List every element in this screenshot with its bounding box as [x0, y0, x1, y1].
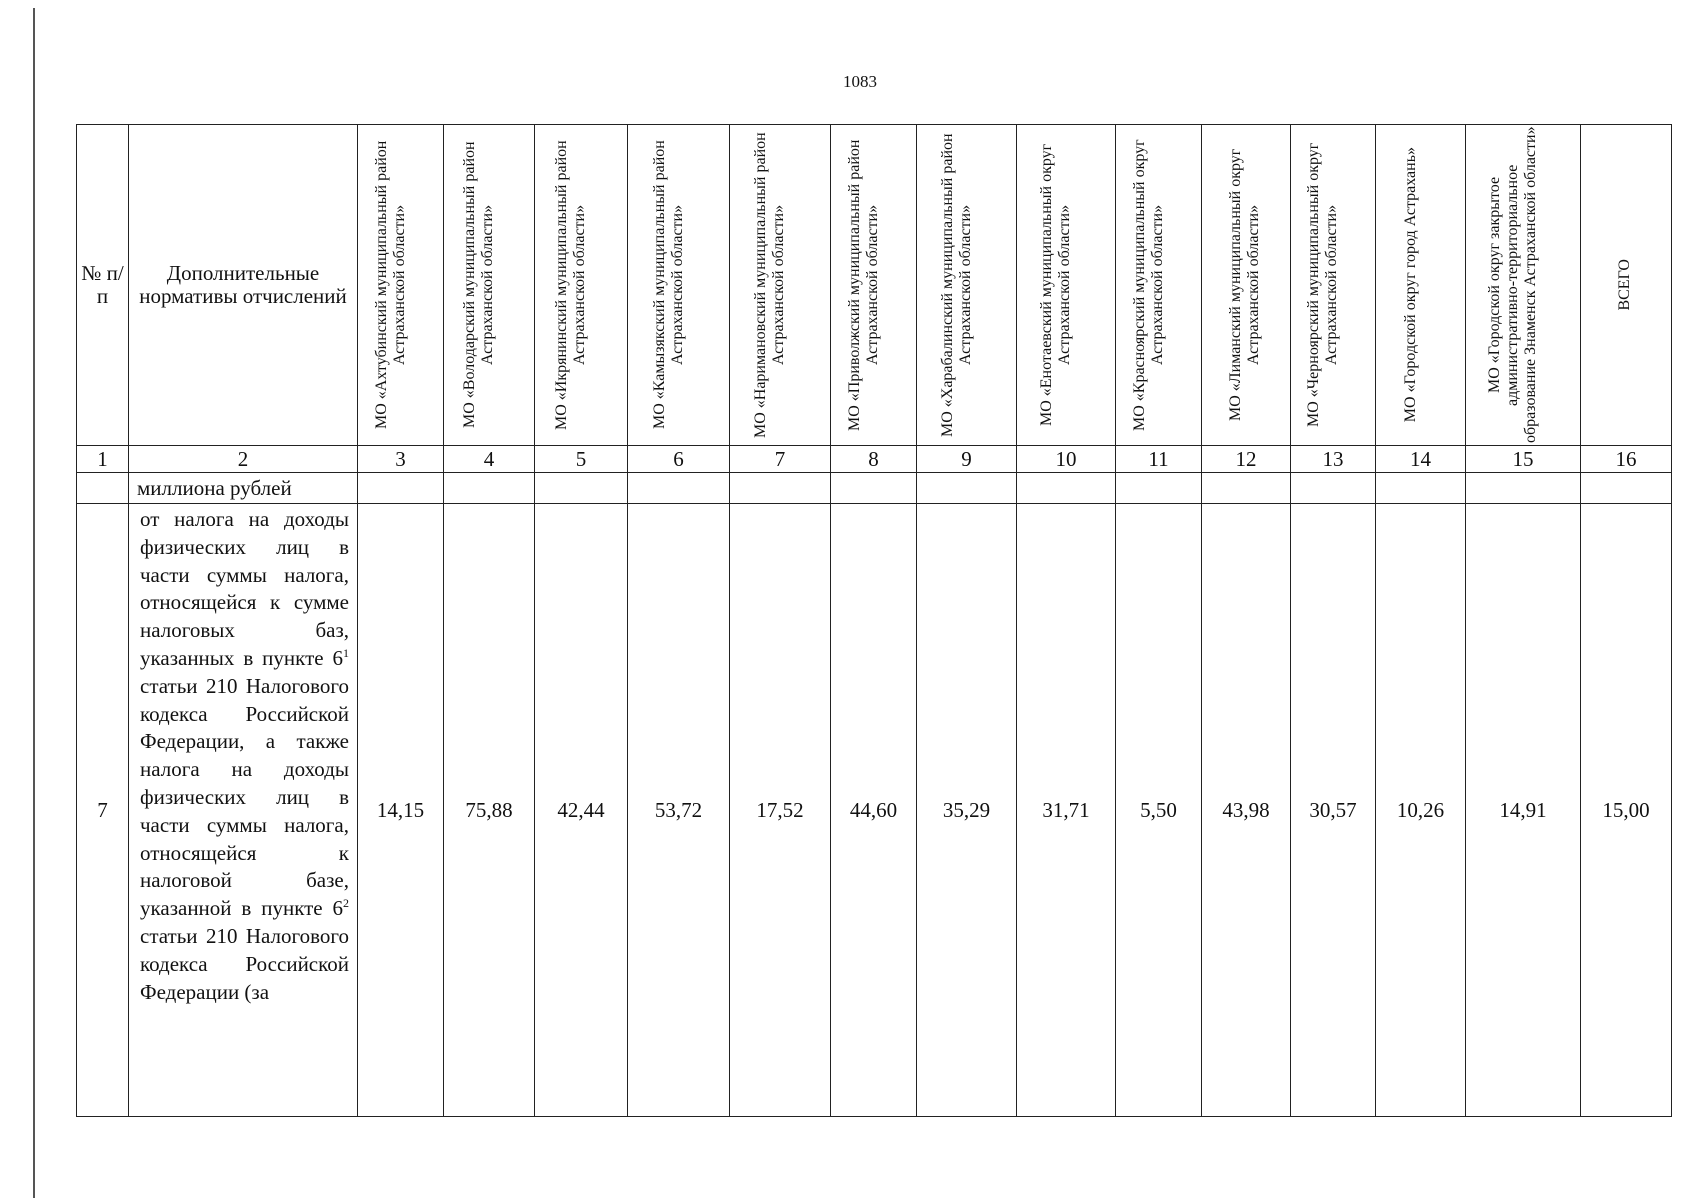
value-cell: 44,60 — [831, 504, 917, 1117]
value-cell: 75,88 — [444, 504, 535, 1117]
value-cell: 14,91 — [1466, 504, 1581, 1117]
empty-cell — [444, 473, 535, 504]
col-num: 9 — [917, 446, 1017, 473]
row-number: 7 — [77, 504, 129, 1117]
column-number-row — [77, 446, 1672, 473]
col-num: 12 — [1202, 446, 1291, 473]
empty-cell — [1466, 473, 1581, 504]
empty-cell — [917, 473, 1017, 504]
header-mo-9: МО «Красноярский муниципальный округ Астраханской области» — [1116, 125, 1202, 446]
header-total: ВСЕГО — [1581, 125, 1672, 446]
header-row — [77, 125, 1672, 446]
header-mo-3: МО «Икрянинский муниципальный район Астраханской области» — [535, 125, 628, 446]
continuation-text: миллиона рублей — [129, 473, 358, 504]
col-num: 5 — [535, 446, 628, 473]
value-cell: 14,15 — [358, 504, 444, 1117]
empty-cell — [77, 473, 129, 504]
empty-cell — [730, 473, 831, 504]
col-num: 14 — [1376, 446, 1466, 473]
header-mo-8: МО «Енотаевский муниципальный округ Астраханской области» — [1017, 125, 1116, 446]
empty-cell — [1291, 473, 1376, 504]
value-cell: 5,50 — [1116, 504, 1202, 1117]
col-num: 3 — [358, 446, 444, 473]
header-mo-10: МО «Лиманский муниципальный округ Астраханской области» — [1202, 125, 1291, 446]
empty-cell — [1116, 473, 1202, 504]
header-mo-1: МО «Ахтубинский муниципальный район Астраханской области» — [358, 125, 444, 446]
empty-cell — [535, 473, 628, 504]
table-row — [77, 504, 1672, 1117]
value-cell: 31,71 — [1017, 504, 1116, 1117]
col-num: 11 — [1116, 446, 1202, 473]
row-description: от налога на доходы физических лиц в части суммы налога, относящейся к сумме налоговых баз, указанных в пункте $6^1$ статьи 210 Налогового кодекса Российской Федерации, а также налога на доходы физических лиц в части суммы налога, относящейся к налоговой базе, указанной в пункте $6^2$ статьи 210 Налогового кодекса Российской Федерации (за — [129, 504, 358, 1117]
empty-cell — [1017, 473, 1116, 504]
col-num: 6 — [628, 446, 730, 473]
empty-cell — [831, 473, 917, 504]
header-mo-5: МО «Наримановский муниципальный район Астраханской области» — [730, 125, 831, 446]
col-num: 2 — [129, 446, 358, 473]
col-num: 8 — [831, 446, 917, 473]
header-mo-2: МО «Володарский муниципальный район Астраханской области» — [444, 125, 535, 446]
page-number: 1083 — [843, 72, 877, 91]
empty-cell — [358, 473, 444, 504]
col-num: 7 — [730, 446, 831, 473]
header-description: Дополнительные нормативы отчислений — [129, 125, 358, 446]
col-num: 15 — [1466, 446, 1581, 473]
header-mo-13: МО «Городской округ закрытое административно-территориальное образование Знаменск Астраханской области» — [1466, 125, 1581, 446]
left-margin-line — [33, 8, 35, 1198]
value-cell: 42,44 — [535, 504, 628, 1117]
col-num: 1 — [77, 446, 129, 473]
col-num: 13 — [1291, 446, 1376, 473]
col-num: 4 — [444, 446, 535, 473]
value-cell: 30,57 — [1291, 504, 1376, 1117]
value-cell: 43,98 — [1202, 504, 1291, 1117]
col-num: 16 — [1581, 446, 1672, 473]
empty-cell — [1376, 473, 1466, 504]
header-mo-7: МО «Харабалинский муниципальный район Астраханской области» — [917, 125, 1017, 446]
empty-cell — [1581, 473, 1672, 504]
empty-cell — [628, 473, 730, 504]
header-num: № п/п — [77, 125, 129, 446]
value-cell: 35,29 — [917, 504, 1017, 1117]
empty-cell — [1202, 473, 1291, 504]
col-num: 10 — [1017, 446, 1116, 473]
total-cell: 15,00 — [1581, 504, 1672, 1117]
header-mo-12: МО «Городской округ город Астрахань» — [1376, 125, 1466, 446]
header-mo-6: МО «Приволжский муниципальный район Астраханской области» — [831, 125, 917, 446]
header-mo-11: МО «Черноярский муниципальный округ Астраханской области» — [1291, 125, 1376, 446]
value-cell: 17,52 — [730, 504, 831, 1117]
value-cell: 53,72 — [628, 504, 730, 1117]
continuation-row — [77, 473, 1672, 504]
value-cell: 10,26 — [1376, 504, 1466, 1117]
allocation-table — [76, 124, 1672, 1117]
header-mo-4: МО «Камызякский муниципальный район Астраханской области» — [628, 125, 730, 446]
